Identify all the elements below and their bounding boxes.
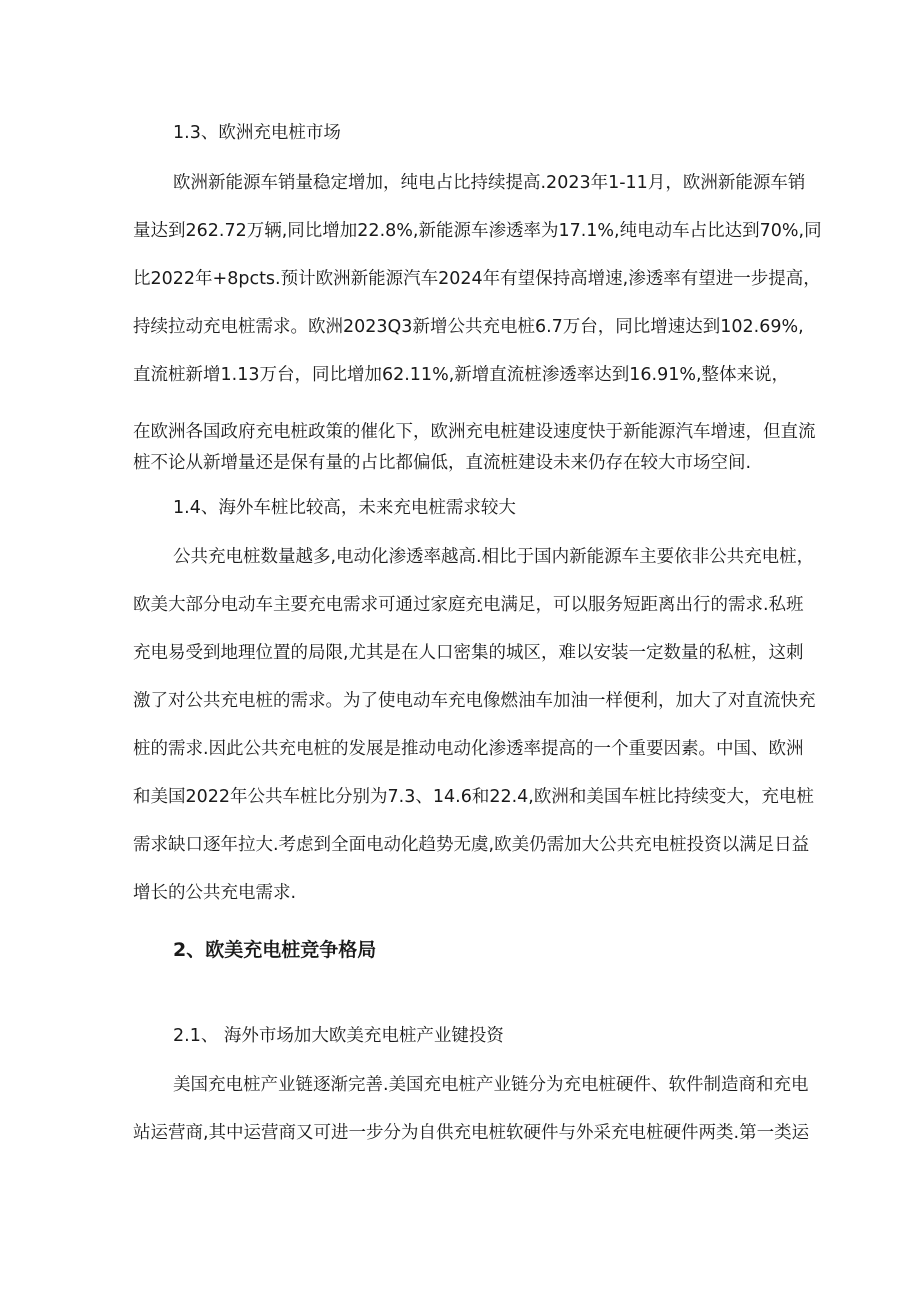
- paragraph-line: 量达到262.72万辆,同比增加22.8%,新能源车渗透率为17.1%,纯电动车占比达到70%,同: [133, 221, 822, 241]
- paragraph-line: 公共充电桩数量越多,电动化渗透率越高.相比于国内新能源车主要依非公共充电桩，: [173, 547, 815, 567]
- paragraph-line: 欧洲新能源车销量稳定增加，纯电占比持续提高.2023年1-11月，欧洲新能源车销: [173, 173, 806, 193]
- paragraph-line: 增长的公共充电需求.: [133, 883, 297, 903]
- paragraph-line: 充电易受到地理位置的局限,尤其是在人口密集的城区，难以安装一定数量的私桩，这刺: [133, 643, 804, 663]
- paragraph-line: 持续拉动充电桩需求。欧洲2023Q3新增公共充电桩6.7万台，同比增速达到102.69%,: [133, 317, 804, 337]
- paragraph-line: 和美国2022年公共车桩比分别为7.3、14.6和22.4,欧洲和美国车桩比持续变大，充电桩: [133, 787, 814, 807]
- paragraph-line: 直流桩新增1.13万台，同比增加62.11%,新增直流桩渗透率达到16.91%,整体来说，: [133, 365, 790, 385]
- paragraph-line: 在欧洲各国政府充电桩政策的催化下，欧洲充电桩建设速度快于新能源汽车增速，但直流: [133, 422, 816, 442]
- paragraph-line: 激了对公共充电桩的需求。为了使电动车充电像燃油车加油一样便利，加大了对直流快充: [133, 691, 816, 711]
- section-heading-1-4: 1.4、海外车桩比较高，未来充电桩需求较大: [173, 498, 516, 518]
- paragraph-line: 桩不论从新增量还是保有量的占比都偏低，直流桩建设未来仍存在较大市场空间.: [133, 453, 752, 473]
- section-heading-2: 2、欧美充电桩竞争格局: [173, 939, 377, 961]
- paragraph-line: 桩的需求.因此公共充电桩的发展是推动电动化渗透率提高的一个重要因素。中国、欧洲: [133, 739, 804, 759]
- section-heading-2-1: 2.1、 海外市场加大欧美充电桩产业键投资: [173, 1026, 504, 1046]
- paragraph-line: 站运营商,其中运营商又可进一步分为自供充电桩软硬件与外采充电桩硬件两类.第一类运: [133, 1123, 810, 1143]
- paragraph-line: 需求缺口逐年拉大.考虑到全面电动化趋势无虞,欧美仍需加大公共充电桩投资以满足日益: [133, 835, 810, 855]
- paragraph-line: 欧美大部分电动车主要充电需求可通过家庭充电满足，可以服务短距离出行的需求.私班: [133, 595, 804, 615]
- paragraph-line: 比2022年+8pcts.预计欧洲新能源汽车2024年有望保持高增速,渗透率有望进一步提高，: [133, 269, 821, 289]
- section-heading-1-3: 1.3、欧洲充电桩市场: [173, 123, 341, 143]
- paragraph-line: 美国充电桩产业链逐渐完善.美国充电桩产业链分为充电桩硬件、软件制造商和充电: [173, 1075, 809, 1095]
